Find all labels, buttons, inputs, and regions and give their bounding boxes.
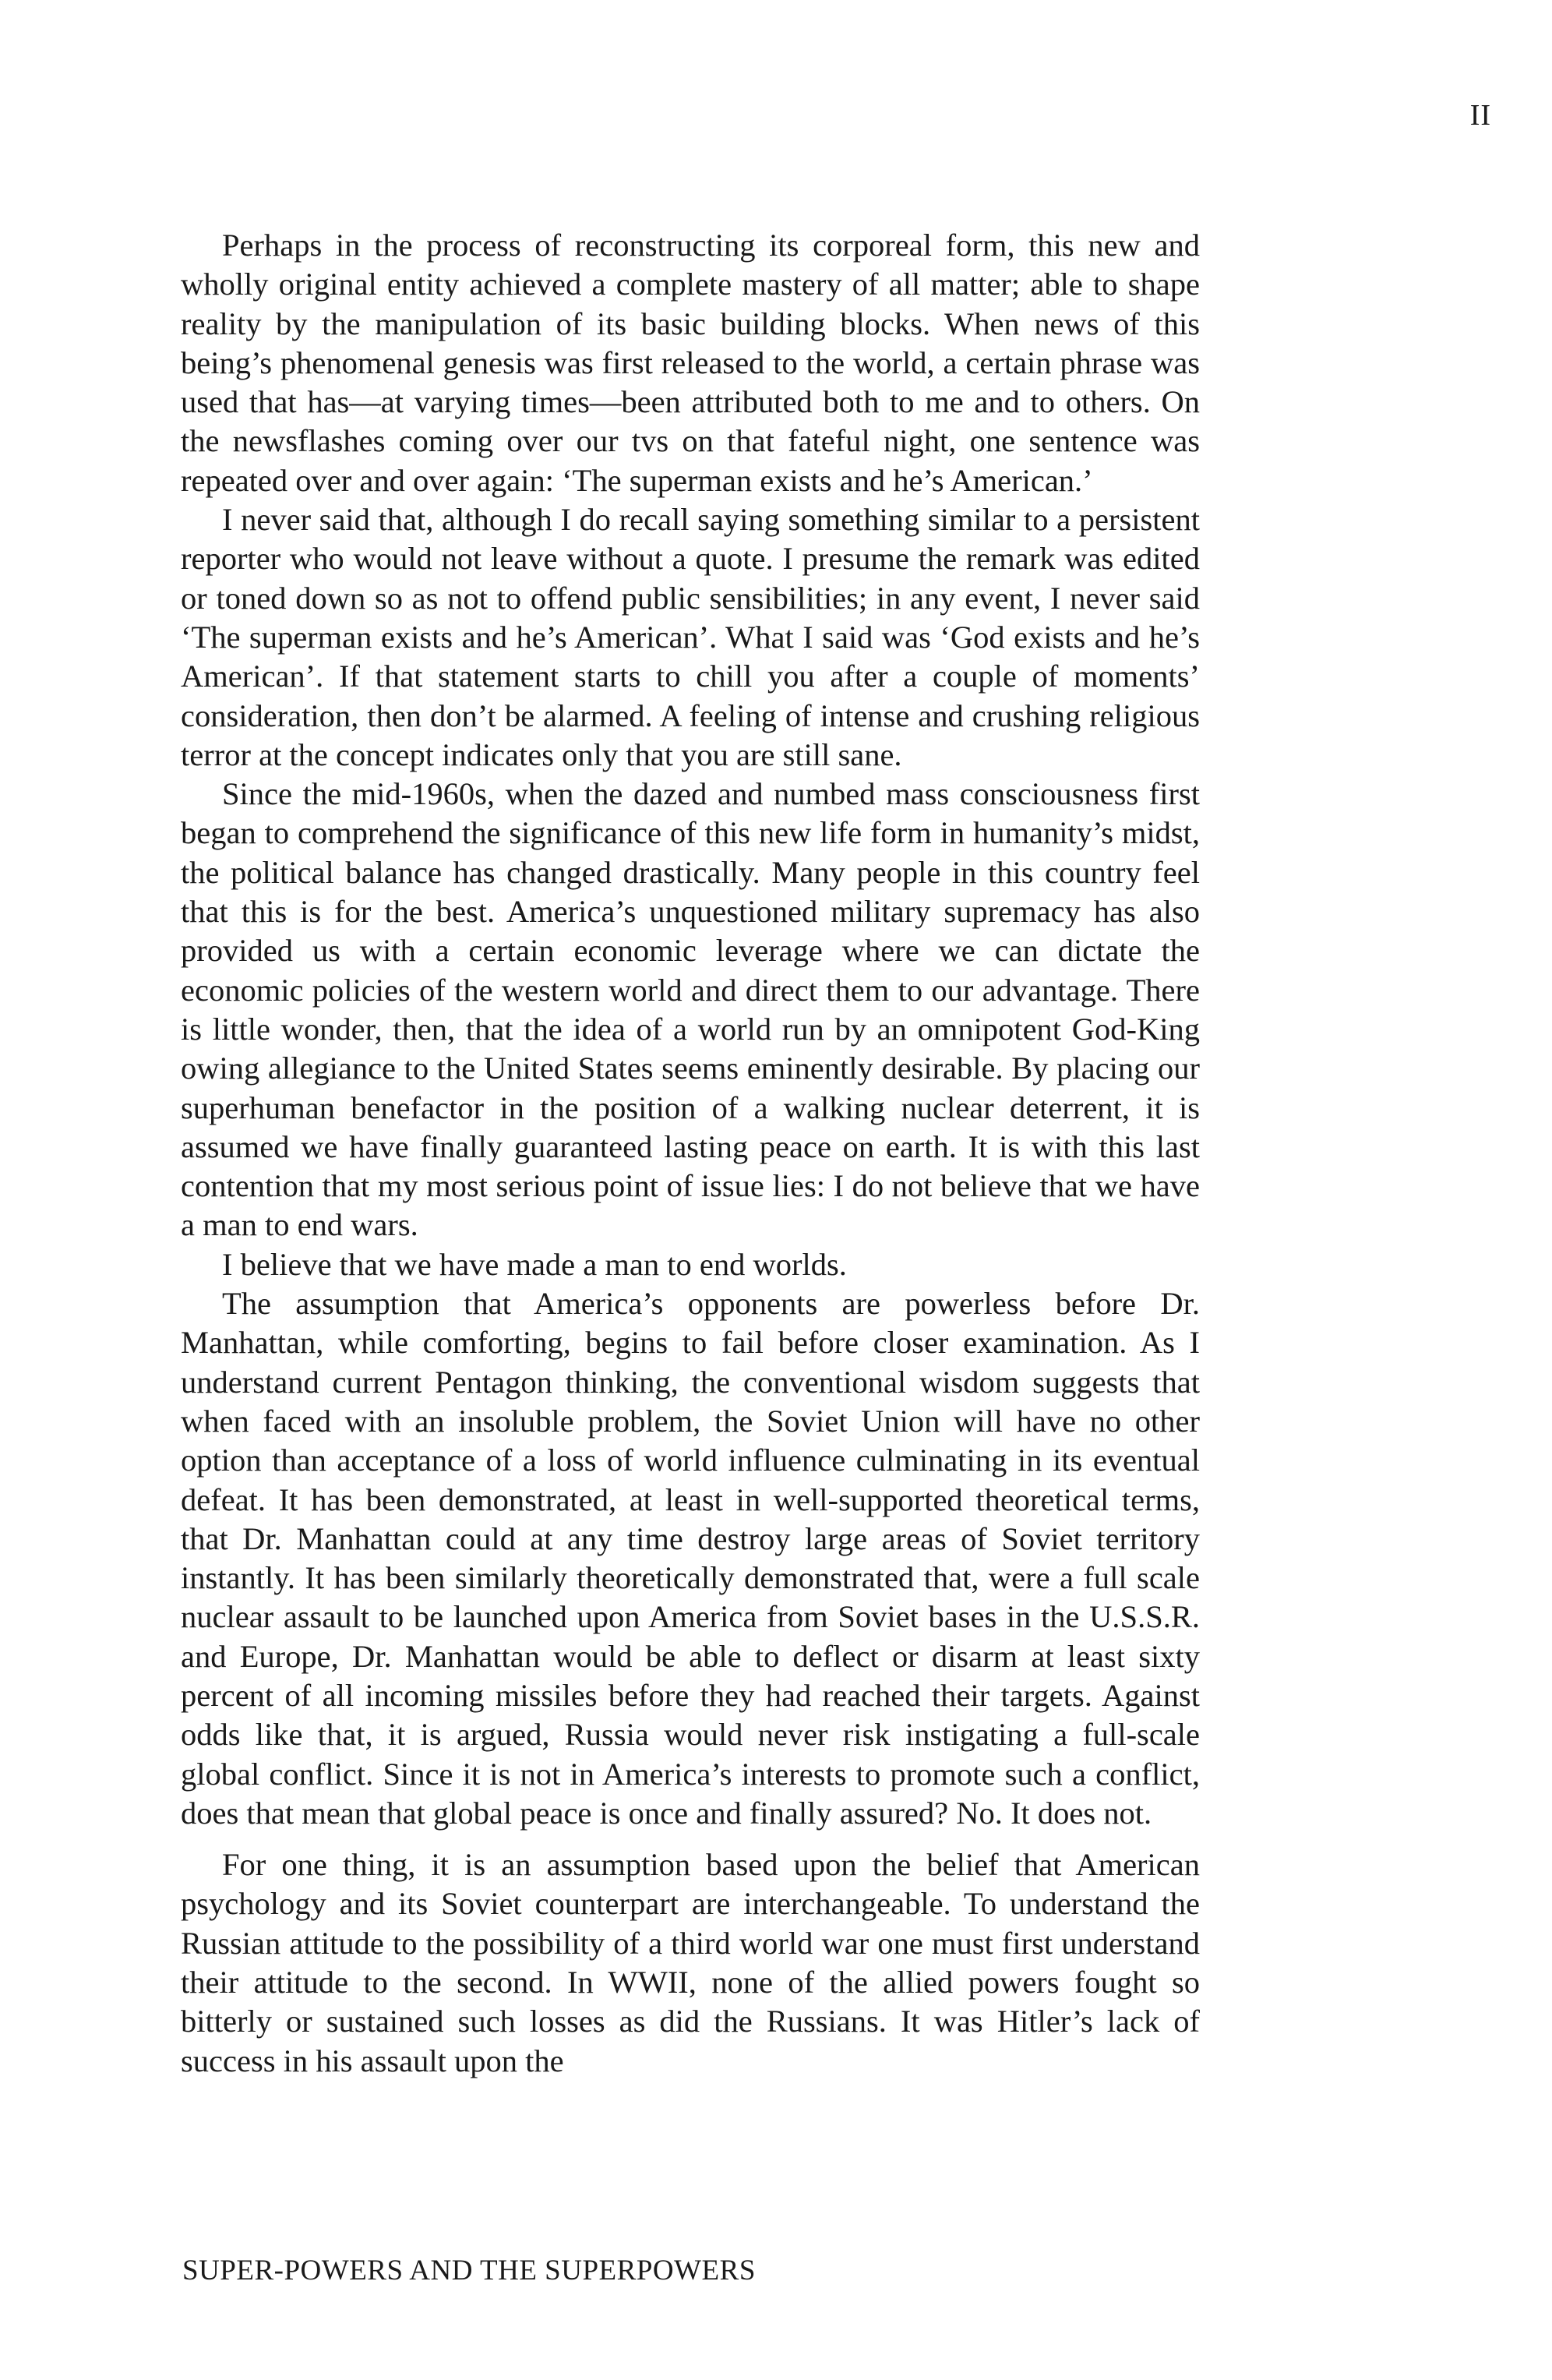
running-footer-title: SUPER-POWERS AND THE SUPERPOWERS [182,2255,756,2286]
article-body [181,226,1200,2081]
paragraph-4: I believe that we have made a man to end worlds. [222,1246,847,1282]
paragraph-5: The assumption that America’s opponents are powerless before Dr. Manhattan, while comforting, begins to fail before closer examination. As I understand current Pentagon thinking, the conventional wisdom suggests that when faced with an insoluble problem, the Soviet Union will have no other option than acceptance of a loss of world influence culminating in its eventual defeat. It has been demonstrated, at least in well-supported theoretical terms, that Dr. Manhattan could at any time destroy large areas of Soviet territory instantly. It has been similarly theoretically demonstrated that, were a full scale nuclear assault to be launched upon America from Soviet bases in the U.S.S.R. and Europe, Dr. Manhattan would be able to deflect or disarm at least sixty percent of all incoming missiles before they had reached their targets. Against odds like that, it is argued, Russia would never risk instigating a full-scale global conflict. Since it is not in America’s interests to promote such a conflict, does that mean that global peace is once and finally assured? No. It does not. [181,1286,1200,1831]
paragraph-1: Perhaps in the process of reconstructing its corporeal form, this new and wholly original entity achieved a complete mastery of all matter; able to shape reality by the manipulation of its basic building blocks. When news of this being’s phenomenal genesis was first released to the world, a certain phrase was used that has—at varying times—been attributed both to me and to others. On the newsflashes coming over our tvs on that fateful night, one sentence was repeated over and over again: ‘The superman exists and he’s American.’ [181,228,1200,498]
paragraph-3: Since the mid-1960s, when the dazed and numbed mass consciousness first began to comprehend the significance of this new life form in humanity’s midst, the political balance has changed drastically. Many people in this country feel that this is for the best. America’s unquestioned military supremacy has also provided us with a certain economic leverage where we can dictate the economic policies of the western world and direct them to our advantage. There is little wonder, then, that the idea of a world run by an omnipotent God-King owing allegiance to the United States seems eminently desirable. By placing our superhuman benefactor in the position of a walking nuclear deterrent, it is assumed we have finally guaranteed lasting peace on earth. It is with this last contention that my most serious point of issue lies: I do not believe that we have a man to end wars. [181,776,1200,1243]
paragraph-2: I never said that, although I do recall saying something similar to a persistent reporter who would not leave without a quote. I presume the remark was edited or toned down so as not to offend public sensibilities; in any event, I never said ‘The superman exists and he’s American’. What I said was ‘God exists and he’s American’. If that statement starts to chill you after a couple of moments’ consideration, then don’t be alarmed. A feeling of intense and crushing religious terror at the concept indicates only that you are still sane. [181,502,1200,772]
page-number: II [1469,99,1491,132]
paragraph-6: For one thing, it is an assumption based upon the belief that American psychology and its Soviet counterpart are interchangeable. To understand the Russian attitude to the possibility of a third world war one must first understand their attitude to the second. In WWII, none of the allied powers fought so bitterly or sustained such losses as did the Russians. It was Hitler’s lack of success in his assault upon the [181,1847,1200,2078]
